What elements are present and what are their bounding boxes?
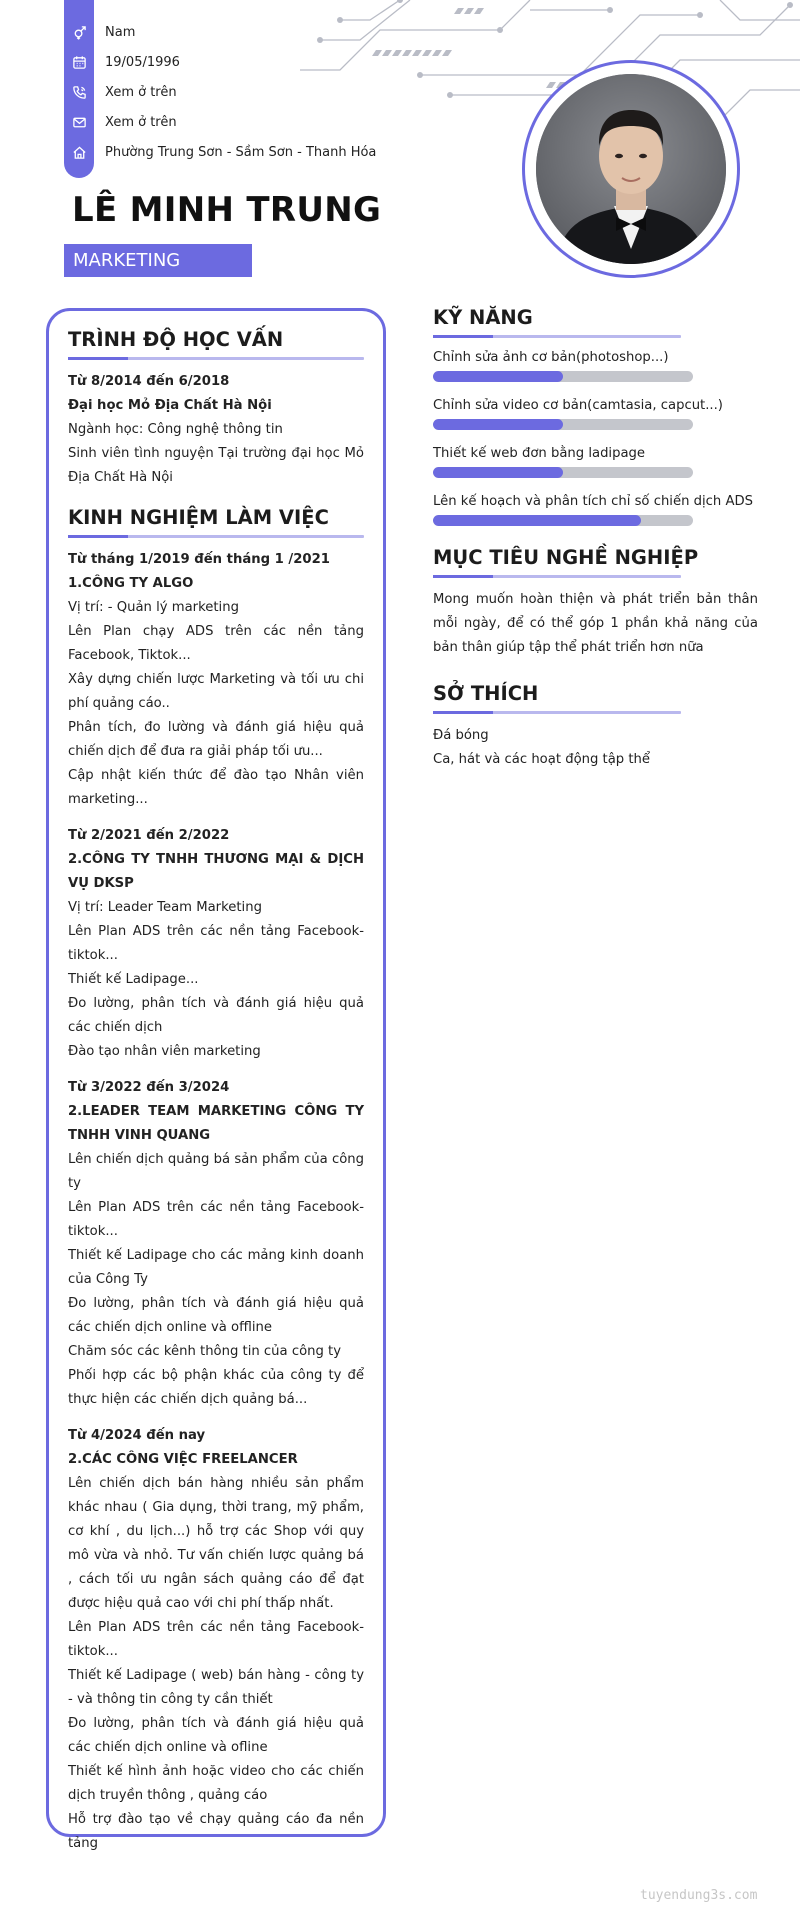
home-icon xyxy=(64,137,94,167)
skill-label: Lên kế hoạch và phân tích chỉ số chiến dịch ADS xyxy=(433,494,754,509)
objective-title-underline xyxy=(433,575,681,578)
contact-phone xyxy=(64,77,376,107)
skill-bar-fill xyxy=(433,371,563,382)
job-company: 2.CÁC CÔNG VIỆC FREELANCER xyxy=(68,1452,298,1467)
skill-bar-fill xyxy=(433,419,563,430)
education-note: Sinh viên tình nguyện Tại trường đại học Mỏ Địa Chất Hà Nội xyxy=(68,446,364,485)
education-period: Từ 8/2014 đến 6/2018 xyxy=(68,374,230,389)
job-line: Thiết kế Ladipage... xyxy=(68,972,199,987)
hobbies-title-underline xyxy=(433,711,681,714)
hobby-item: Ca, hát và các hoạt động tập thể xyxy=(433,752,651,767)
job-line: Cập nhật kiến thức để đào tạo Nhân viên marketing... xyxy=(68,768,364,807)
job-period: Từ 3/2022 đến 3/2024 xyxy=(68,1080,230,1095)
job-entry xyxy=(68,548,364,812)
position-badge: MARKETING xyxy=(64,244,252,277)
job-line: Phối hợp các bộ phận khác của công ty để thực hiện các chiến dịch quảng bá... xyxy=(68,1368,364,1407)
job-entry xyxy=(68,1076,364,1412)
job-line: Vị trí: - Quản lý marketing xyxy=(68,600,239,615)
education-school: Đại học Mỏ Địa Chất Hà Nội xyxy=(68,398,272,413)
job-line: Hỗ trợ đào tạo về chạy quảng cáo đa nền tảng xyxy=(68,1812,364,1851)
right-column xyxy=(433,306,758,772)
contact-phone-text: Xem ở trên xyxy=(105,84,177,100)
job-line: Vị trí: Leader Team Marketing xyxy=(68,900,262,915)
avatar-frame xyxy=(522,60,740,278)
calendar-icon xyxy=(64,47,94,77)
hobby-item: Đá bóng xyxy=(433,728,489,743)
job-line: Lên chiến dịch bán hàng nhiều sản phẩm khác nhau ( Gia dụng, thời trang, mỹ phẩm, cơ khí , du lịch...) hỗ trợ các Shop với quy mô vừa và nhỏ. Tư vấn chiến lược quảng bá , cách tối ưu ngân sách quảng cáo để đạt được hiệu quả cao với chi phí thấp nhất. xyxy=(68,1476,364,1611)
contact-birthday-text: 19/05/1996 xyxy=(105,54,180,70)
hobbies-title: SỞ THÍCH xyxy=(433,682,539,705)
contact-email-text: Xem ở trên xyxy=(105,114,177,130)
left-column xyxy=(68,328,364,1856)
job-line: Đo lường, phân tích và đánh giá hiệu quả các chiến dịch xyxy=(68,996,364,1035)
experience-title-underline xyxy=(68,535,364,538)
job-period: Từ 2/2021 đến 2/2022 xyxy=(68,828,230,843)
objective-text: Mong muốn hoàn thiện và phát triển bản thân mỗi ngày, để có thể góp 1 phần khả năng của bản thân giúp tập thể phát triển hơn nữa xyxy=(433,592,758,655)
skill-item xyxy=(433,444,758,478)
contact-address-text: Phường Trung Sơn - Sầm Sơn - Thanh Hóa xyxy=(105,144,377,160)
skill-bar-track xyxy=(433,467,693,478)
job-line: Chăm sóc các kênh thông tin của công ty xyxy=(68,1344,342,1359)
job-line: Xây dựng chiến lược Marketing và tối ưu chi phí quảng cáo.. xyxy=(68,672,364,711)
watermark: tuyendung3s.com xyxy=(640,1888,758,1903)
job-company: 1.CÔNG TY ALGO xyxy=(68,576,194,591)
objective-title: MỤC TIÊU NGHỀ NGHIỆP xyxy=(433,546,699,569)
avatar xyxy=(536,74,726,264)
job-line: Thiết kế Ladipage ( web) bán hàng - công ty - và thông tin công ty cần thiết xyxy=(68,1668,364,1707)
experience-title: KINH NGHIỆM LÀM VIỆC xyxy=(68,506,329,529)
contact-list xyxy=(64,17,376,167)
avatar-portrait xyxy=(536,74,726,264)
education-title: TRÌNH ĐỘ HỌC VẤN xyxy=(68,328,284,351)
job-line: Đo lường, phân tích và đánh giá hiệu quả các chiến dịch online và offline xyxy=(68,1296,364,1335)
job-line: Lên Plan ADS trên các nền tảng Facebook- tiktok... xyxy=(68,1620,364,1659)
job-company: 2.LEADER TEAM MARKETING CÔNG TY TNHH VINH QUANG xyxy=(68,1104,364,1143)
contact-gender xyxy=(64,17,376,47)
skills-title: KỸ NĂNG xyxy=(433,306,533,329)
job-line: Phân tích, đo lường và đánh giá hiệu quả chiến dịch để đưa ra giải pháp tối ưu... xyxy=(68,720,364,759)
skill-item xyxy=(433,396,758,430)
skill-item xyxy=(433,348,758,382)
job-line: Lên Plan ADS trên các nền tảng Facebook- tiktok... xyxy=(68,1200,364,1239)
skill-label: Chỉnh sửa video cơ bản(camtasia, capcut...) xyxy=(433,398,723,413)
education-major: Ngành học: Công nghệ thông tin xyxy=(68,422,283,437)
contact-gender-text: Nam xyxy=(105,24,136,40)
skill-bar-fill xyxy=(433,515,641,526)
gender-icon xyxy=(64,17,94,47)
job-line: Lên chiến dịch quảng bá sản phẩm của công ty xyxy=(68,1152,364,1191)
skill-bar-fill xyxy=(433,467,563,478)
skill-bar-track xyxy=(433,371,693,382)
job-period: Từ 4/2024 đến nay xyxy=(68,1428,206,1443)
phone-icon xyxy=(64,77,94,107)
skill-label: Chỉnh sửa ảnh cơ bản(photoshop...) xyxy=(433,350,669,365)
contact-birthday xyxy=(64,47,376,77)
candidate-name: LÊ MINH TRUNG xyxy=(72,190,382,230)
job-line: Lên Plan chạy ADS trên các nền tảng Facebook, Tiktok... xyxy=(68,624,364,663)
job-line: Đo lường, phân tích và đánh giá hiệu quả các chiến dịch online và ofline xyxy=(68,1716,364,1755)
skills-title-underline xyxy=(433,335,681,338)
job-period: Từ tháng 1/2019 đến tháng 1 /2021 xyxy=(68,552,330,567)
job-company: 2.CÔNG TY TNHH THƯƠNG MẠI & DỊCH VỤ DKSP xyxy=(68,852,364,891)
job-line: Lên Plan ADS trên các nền tảng Facebook- tiktok... xyxy=(68,924,364,963)
job-line: Thiết kế Ladipage cho các mảng kinh doanh của Công Ty xyxy=(68,1248,364,1287)
skill-bar-track xyxy=(433,515,693,526)
job-line: Đào tạo nhân viên marketing xyxy=(68,1044,261,1059)
skill-label: Thiết kế web đơn bằng ladipage xyxy=(433,446,646,461)
contact-email xyxy=(64,107,376,137)
job-line: Thiết kế hình ảnh hoặc video cho các chiến dịch truyền thông , quảng cáo xyxy=(68,1764,364,1803)
education-title-underline xyxy=(68,357,364,360)
mail-icon xyxy=(64,107,94,137)
contact-address xyxy=(64,137,376,167)
skill-bar-track xyxy=(433,419,693,430)
job-entry xyxy=(68,824,364,1064)
skill-item xyxy=(433,492,758,526)
job-entry xyxy=(68,1424,364,1856)
